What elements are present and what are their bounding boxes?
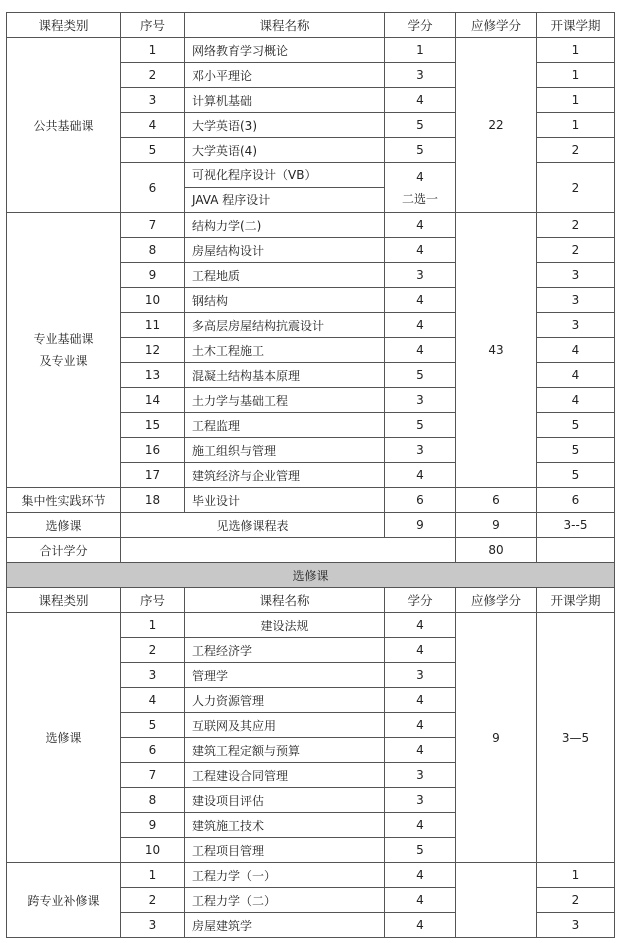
number-cell: 7 xyxy=(121,213,185,238)
number-cell: 17 xyxy=(121,463,185,488)
number-cell: 11 xyxy=(121,313,185,338)
category-cell: 集中性实践环节 xyxy=(7,488,121,513)
credit-cell: 4 xyxy=(385,688,456,713)
credit-cell: 3 xyxy=(385,263,456,288)
credit-cell: 1 xyxy=(385,38,456,63)
number-cell: 3 xyxy=(121,913,185,938)
credit-cell: 6 xyxy=(385,488,456,513)
credit-cell: 4 xyxy=(385,713,456,738)
table-row xyxy=(7,863,615,888)
number-cell: 4 xyxy=(121,113,185,138)
table-row xyxy=(7,213,615,238)
credit-cell: 5 xyxy=(385,413,456,438)
number-cell: 7 xyxy=(121,763,185,788)
number-cell: 14 xyxy=(121,388,185,413)
required-credits-cell: 9 xyxy=(456,613,537,863)
empty-cell xyxy=(456,863,537,938)
column-header: 开课学期 xyxy=(537,13,615,38)
column-header: 学分 xyxy=(385,13,456,38)
course-name-cell: 土力学与基础工程 xyxy=(185,388,385,413)
credit-cell: 4 xyxy=(385,888,456,913)
credit-cell: 4 xyxy=(385,213,456,238)
course-name-cell: 建筑工程定额与预算 xyxy=(185,738,385,763)
credit-cell: 5 xyxy=(385,363,456,388)
number-cell: 9 xyxy=(121,813,185,838)
credit-cell: 9 xyxy=(385,513,456,538)
course-name-cell: 施工组织与管理 xyxy=(185,438,385,463)
column-header: 课程名称 xyxy=(185,13,385,38)
course-name-cell: 土木工程施工 xyxy=(185,338,385,363)
credit-cell: 3 xyxy=(385,663,456,688)
number-cell: 1 xyxy=(121,613,185,638)
term-cell: 5 xyxy=(537,438,615,463)
number-cell: 18 xyxy=(121,488,185,513)
empty-cell xyxy=(537,538,615,563)
category-line: 及专业课 xyxy=(39,354,88,368)
credit-cell: 5 xyxy=(385,138,456,163)
term-cell: 4 xyxy=(537,338,615,363)
number-cell: 12 xyxy=(121,338,185,363)
credit-cell: 3 xyxy=(385,63,456,88)
credit-cell: 4 xyxy=(385,638,456,663)
term-cell: 1 xyxy=(537,38,615,63)
number-cell: 16 xyxy=(121,438,185,463)
column-header: 课程名称 xyxy=(185,588,385,613)
term-cell: 4 xyxy=(537,363,615,388)
column-header: 开课学期 xyxy=(537,588,615,613)
number-cell: 5 xyxy=(121,138,185,163)
term-cell: 2 xyxy=(537,888,615,913)
number-cell: 3 xyxy=(121,663,185,688)
table-row xyxy=(7,38,615,63)
number-cell: 8 xyxy=(121,238,185,263)
required-credits-cell: 9 xyxy=(456,513,537,538)
number-cell: 10 xyxy=(121,288,185,313)
required-credits-cell: 43 xyxy=(456,213,537,488)
course-name-cell: 网络教育学习概论 xyxy=(185,38,385,63)
course-name-cell: 建筑施工技术 xyxy=(185,813,385,838)
credit-cell: 3 xyxy=(385,788,456,813)
credit-cell: 4 xyxy=(385,738,456,763)
course-name-cell: 管理学 xyxy=(185,663,385,688)
credit-value: 4 xyxy=(416,169,424,184)
category-cell: 选修课 xyxy=(7,613,121,863)
course-name-cell: 工程监理 xyxy=(185,413,385,438)
column-header: 序号 xyxy=(121,588,185,613)
number-cell: 13 xyxy=(121,363,185,388)
course-name-cell: 大学英语(4) xyxy=(185,138,385,163)
credit-cell: 3 xyxy=(385,388,456,413)
total-value: 80 xyxy=(456,538,537,563)
column-header: 课程类别 xyxy=(7,13,121,38)
credit-cell: 4 xyxy=(385,813,456,838)
number-cell: 5 xyxy=(121,713,185,738)
course-name-cell: 钢结构 xyxy=(185,288,385,313)
table-row xyxy=(7,563,615,588)
course-option: 可视化程序设计（VB） xyxy=(185,163,384,188)
column-header: 序号 xyxy=(121,13,185,38)
course-name-cell xyxy=(185,163,385,213)
credit-cell: 4 xyxy=(385,913,456,938)
course-name-cell: 多高层房屋结构抗震设计 xyxy=(185,313,385,338)
number-cell: 2 xyxy=(121,638,185,663)
course-name-cell: 邓小平理论 xyxy=(185,63,385,88)
course-name-cell: 毕业设计 xyxy=(185,488,385,513)
number-cell: 8 xyxy=(121,788,185,813)
course-name-cell: 大学英语(3) xyxy=(185,113,385,138)
credit-cell: 3 xyxy=(385,438,456,463)
number-cell: 2 xyxy=(121,63,185,88)
credit-cell: 5 xyxy=(385,838,456,863)
course-option: JAVA 程序设计 xyxy=(192,193,271,207)
course-name-cell: 工程建设合同管理 xyxy=(185,763,385,788)
course-name-cell: 建筑经济与企业管理 xyxy=(185,463,385,488)
course-name-cell: 房屋建筑学 xyxy=(185,913,385,938)
course-name-cell: 工程经济学 xyxy=(185,638,385,663)
credit-cell: 4 xyxy=(385,88,456,113)
credit-cell: 5 xyxy=(385,113,456,138)
course-name-cell: 混凝土结构基本原理 xyxy=(185,363,385,388)
course-name-cell: 工程力学（二） xyxy=(185,888,385,913)
term-cell: 4 xyxy=(537,388,615,413)
required-credits-cell: 6 xyxy=(456,488,537,513)
course-name-cell: 工程力学（一） xyxy=(185,863,385,888)
course-name-cell: 计算机基础 xyxy=(185,88,385,113)
course-name-cell: 工程地质 xyxy=(185,263,385,288)
term-cell: 1 xyxy=(537,113,615,138)
term-cell: 3 xyxy=(537,913,615,938)
credit-cell: 3 xyxy=(385,763,456,788)
term-cell: 2 xyxy=(537,213,615,238)
term-cell: 2 xyxy=(537,138,615,163)
column-header: 应修学分 xyxy=(456,588,537,613)
credit-cell xyxy=(385,163,456,213)
credit-cell: 4 xyxy=(385,238,456,263)
credit-cell: 4 xyxy=(385,863,456,888)
credit-cell: 4 xyxy=(385,463,456,488)
credit-cell: 4 xyxy=(385,338,456,363)
term-cell: 2 xyxy=(537,163,615,213)
course-name-cell: 建设项目评估 xyxy=(185,788,385,813)
number-cell: 9 xyxy=(121,263,185,288)
term-cell: 3--5 xyxy=(537,513,615,538)
course-name-cell: 房屋结构设计 xyxy=(185,238,385,263)
term-cell: 6 xyxy=(537,488,615,513)
category-cell xyxy=(7,213,121,488)
term-cell: 1 xyxy=(537,63,615,88)
course-name-cell: 建设法规 xyxy=(185,613,385,638)
section-band: 选修课 xyxy=(7,563,615,588)
credit-cell: 4 xyxy=(385,613,456,638)
term-cell: 2 xyxy=(537,238,615,263)
category-cell: 选修课 xyxy=(7,513,121,538)
required-credits-cell: 22 xyxy=(456,38,537,213)
category-cell: 公共基础课 xyxy=(7,38,121,213)
table-row xyxy=(7,488,615,513)
number-cell: 3 xyxy=(121,88,185,113)
curriculum-body xyxy=(7,13,615,938)
term-cell: 3 xyxy=(537,263,615,288)
table-row xyxy=(7,588,615,613)
number-cell: 4 xyxy=(121,688,185,713)
course-name-cell: 工程项目管理 xyxy=(185,838,385,863)
course-name-cell: 互联网及其应用 xyxy=(185,713,385,738)
table-row xyxy=(7,13,615,38)
course-name-cell: 结构力学(二) xyxy=(185,213,385,238)
number-cell: 1 xyxy=(121,863,185,888)
course-name-cell: 人力资源管理 xyxy=(185,688,385,713)
number-cell: 10 xyxy=(121,838,185,863)
term-cell: 1 xyxy=(537,863,615,888)
term-cell: 1 xyxy=(537,88,615,113)
curriculum-table xyxy=(6,12,615,938)
term-cell: 3—5 xyxy=(537,613,615,863)
table-row xyxy=(7,538,615,563)
term-cell: 3 xyxy=(537,288,615,313)
number-cell: 6 xyxy=(121,738,185,763)
column-header: 课程类别 xyxy=(7,588,121,613)
term-cell: 3 xyxy=(537,313,615,338)
table-row xyxy=(7,613,615,638)
number-cell: 15 xyxy=(121,413,185,438)
term-cell: 5 xyxy=(537,413,615,438)
number-cell: 6 xyxy=(121,163,185,213)
course-name-cell: 见选修课程表 xyxy=(121,513,385,538)
table-row xyxy=(7,513,615,538)
column-header: 应修学分 xyxy=(456,13,537,38)
category-line: 专业基础课 xyxy=(33,332,94,346)
choice-note: 二选一 xyxy=(401,191,438,206)
empty-cell xyxy=(121,538,456,563)
number-cell: 1 xyxy=(121,38,185,63)
column-header: 学分 xyxy=(385,588,456,613)
total-label: 合计学分 xyxy=(7,538,121,563)
credit-cell: 4 xyxy=(385,313,456,338)
number-cell: 2 xyxy=(121,888,185,913)
term-cell: 5 xyxy=(537,463,615,488)
credit-cell: 4 xyxy=(385,288,456,313)
category-cell: 跨专业补修课 xyxy=(7,863,121,938)
